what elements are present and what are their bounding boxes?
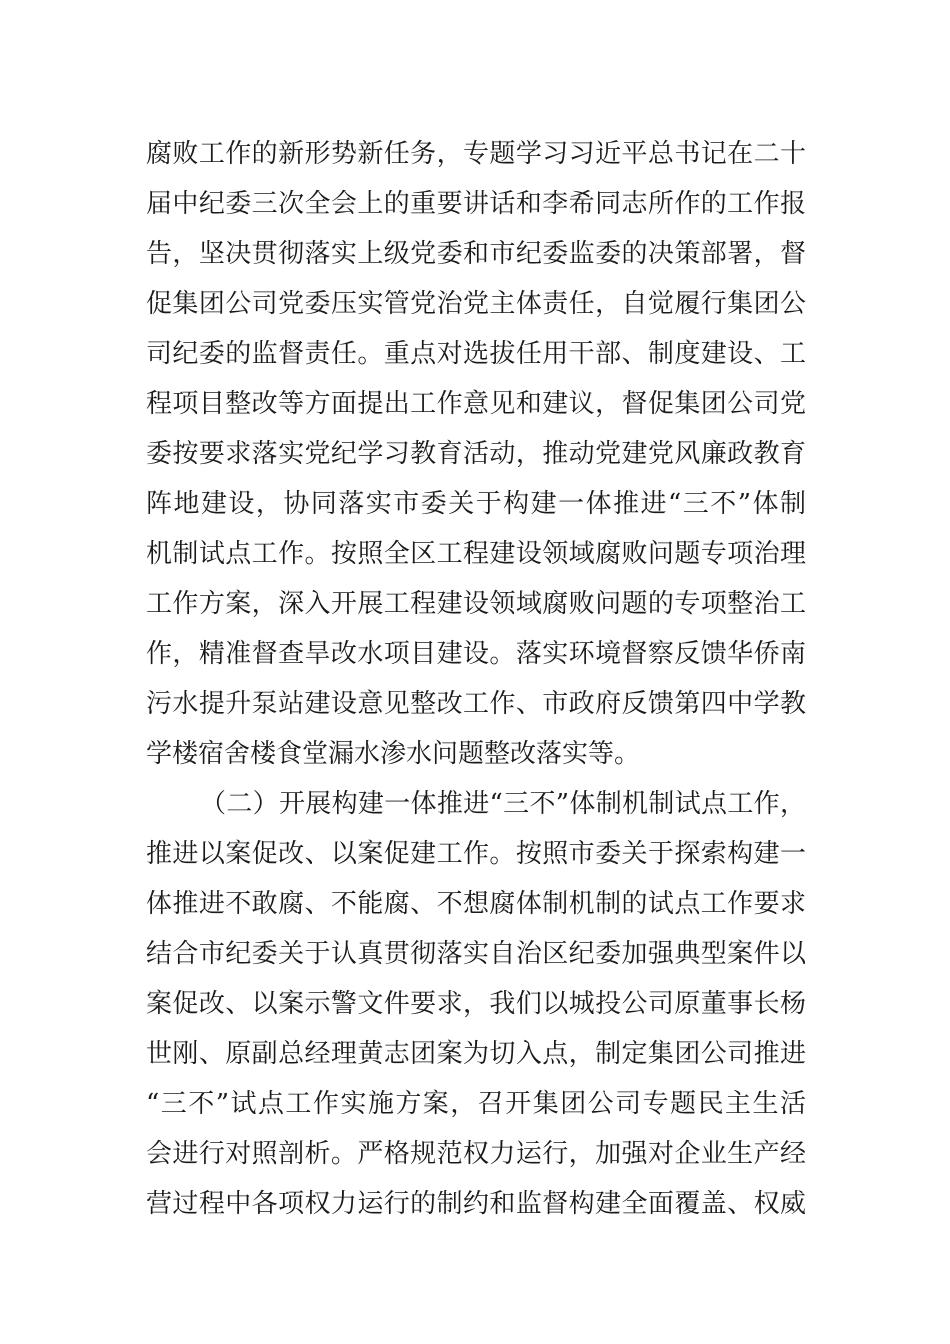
paragraph-line: 委按要求落实党纪学习教育活动，推动党建党风廉政教育 xyxy=(146,439,806,469)
paragraph-line: 阵地建设，协同落实市委关于构建一体推进“三不”体制 xyxy=(146,489,806,519)
paragraph-line: 会进行对照剖析。严格规范权力运行，加强对企业生产经 xyxy=(146,1139,806,1169)
document-body xyxy=(146,134,806,1314)
section-heading-line: （二）开展构建一体推进“三不”体制机制试点工作， xyxy=(200,789,806,819)
paragraph-line: 学楼宿舍楼食堂漏水渗水问题整改落实等。 xyxy=(146,739,641,769)
paragraph-line: 污水提升泵站建设意见整改工作、市政府反馈第四中学教 xyxy=(146,689,806,719)
paragraph-line: 司纪委的监督责任。重点对选拔任用干部、制度建设、工 xyxy=(146,339,806,369)
paragraph-line: 促集团公司党委压实管党治党主体责任，自觉履行集团公 xyxy=(146,289,806,319)
paragraph-line: 机制试点工作。按照全区工程建设领域腐败问题专项治理 xyxy=(146,539,806,569)
paragraph-line: 作，精准督查旱改水项目建设。落实环境督察反馈华侨南 xyxy=(146,639,806,669)
paragraph-line: 程项目整改等方面提出工作意见和建议，督促集团公司党 xyxy=(146,389,806,419)
paragraph-line: 案促改、以案示警文件要求，我们以城投公司原董事长杨 xyxy=(146,989,806,1019)
paragraph-line: 腐败工作的新形势新任务，专题学习习近平总书记在二十 xyxy=(146,139,806,169)
paragraph-line: 体推进不敢腐、不能腐、不想腐体制机制的试点工作要求 xyxy=(146,889,806,919)
paragraph-line: 届中纪委三次全会上的重要讲话和李希同志所作的工作报 xyxy=(146,189,806,219)
paragraph-line: 告，坚决贯彻落实上级党委和市纪委监委的决策部署，督 xyxy=(146,239,806,269)
paragraph-line: “三不”试点工作实施方案，召开集团公司专题民主生活 xyxy=(146,1089,806,1119)
paragraph-line: 结合市纪委关于认真贯彻落实自治区纪委加强典型案件以 xyxy=(146,939,806,969)
paragraph-line: 世刚、原副总经理黄志团案为切入点，制定集团公司推进 xyxy=(146,1039,806,1069)
paragraph-line: 工作方案，深入开展工程建设领域腐败问题的专项整治工 xyxy=(146,589,806,619)
paragraph-line: 推进以案促改、以案促建工作。按照市委关于探索构建一 xyxy=(146,839,806,869)
paragraph-line: 营过程中各项权力运行的制约和监督构建全面覆盖、权威 xyxy=(146,1189,806,1219)
